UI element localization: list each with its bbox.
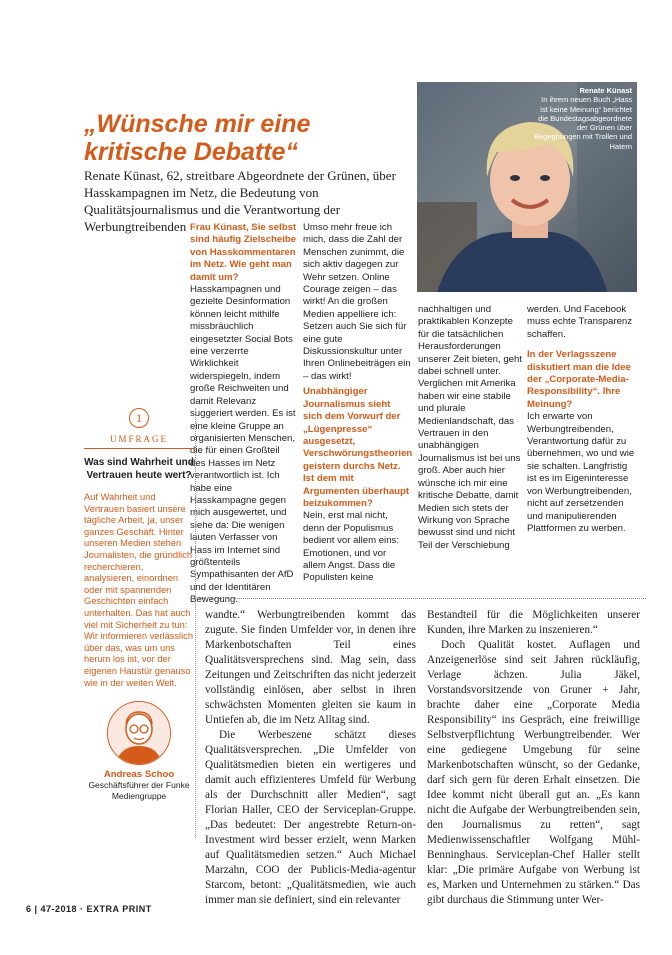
interview-question: In der Verlagsszene diskutiert man die Idee der „Corporate-Media-Responsibility“. Ihre Meinung? xyxy=(527,349,631,410)
survey-kicker: UMFRAGE xyxy=(84,434,194,449)
survey-number-badge: 1 xyxy=(129,408,149,428)
interview-answer: nachhaltigen und praktikablen Konzepte für die tatsächlichen Herausforderungen unserer Zeit bieten, geht dabei schnell unter. Verglichen mit Amerika haben wir eine stabile und plurale Medienlandschaft, das Vertrauen in den unabhängigen Journalismus ist bei uns groß. Aber auch hier wünsche ich mir eine kritische Debatte, damit Medien sich stets der Wirkung von Sprache bewusst sind und nicht Teil der Verschiebung xyxy=(418,304,522,551)
section-divider xyxy=(190,598,646,599)
body-column-2 xyxy=(427,608,640,908)
interview-answer: Ich erwarte von Werbungtreibenden, Verantwortung dafür zu übernehmen, wo und wie sie schalten. Langfristig ist es im Eigeninteresse von Werbungtreibenden, nicht auf zersetzenden und manipulierenden Plattformen zu werben. xyxy=(527,411,635,534)
interview-answer: Hasskampagnen und gezielte Desinformation können leicht mithilfe missbräuchlich eingesetzter Social Bots eine verzerrte Wirklichkeit widerspiegeln, indem große Reichweiten und damit Relevanz suggeriert werden. Es ist eine kleine Gruppe an organisierten Menschen, die für einen Großteil des Hasses im Netz verantwortlich ist. Ich habe eine Hasskampagne gegen mich ausgewertet, und siehe da: Die wenigen lauten Verfasser von Hass im Internet sind größtenteils Sympathisanten der AfD und der Identitären Bewegung. xyxy=(190,284,296,606)
interview-column-3 xyxy=(418,304,522,552)
survey-answer: Auf Wahrheit und Vertrauen basiert unsere tägliche Arbeit, ja, unser ganzes Geschäft. Hinter unseren Medien stehen Journalisten, die gründlich recherchieren, analysieren, einordnen oder mit spannenden Geschichten einfach unterhalten. Das hat auch viel mit Sicherheit zu tun: Wir informieren verlässlich über das, was um uns herum los ist, vor der eigenen Haustür genauso wie in der weiten Welt. xyxy=(84,492,194,688)
interview-answer: Nein, erst mal nicht, denn der Populismus bedient vor allem eins: Emotionen, und vor allem Angst. Dass die Populisten keine xyxy=(303,510,399,584)
interview-answer: werden. Und Facebook muss echte Transparenz schaffen. xyxy=(527,304,633,340)
survey-question: Was sind Wahrheit und Vertrauen heute wert? xyxy=(84,457,194,481)
survey-sidebar xyxy=(84,408,194,801)
author-role: Geschäftsführer der Funke Mediengruppe xyxy=(88,780,190,801)
body-column-1 xyxy=(205,608,416,908)
caption-name: Renate Künast xyxy=(579,86,632,95)
author-avatar xyxy=(107,701,171,765)
caption-text: In ihrem neuen Buch „Hass ist keine Meinung“ berichtet die Bundestagsabgeordnete der Grünen über Begegnungen mit Trollen und Hatern xyxy=(534,95,632,151)
author-name: Andreas Schoo xyxy=(103,769,175,781)
sidebar-divider xyxy=(195,408,196,838)
body-paragraph: Doch Qualität kostet. Auflagen und Anzeigenerlöse sind seit Jahren rückläufig, Verlage ächzen. Julia Jäkel, Vorstandsvorsitzende von Gruner + Jahr, brachte daher eine „Corporate Media Responsibility“ ins Gespräch, eine freiwillige Selbstverpflichtung Werbungtreibender. Wer eine gediegene Umgebung für seine Markenbotschaften wünscht, so der Gedanke, darf sich gern für deren Erhalt einsetzen. Die Idee kommt nicht überall gut an. „Es kann nicht die Aufgabe der Werbungtreibenden sein, den Journalismus zu retten“, sagt Medienwissenschaftler Wolfgang Mühl-Benninghaus. Serviceplan-Chef Haller stellt klar: „Die primäre Aufgabe von Werbung ist es, Marken und Unternehmen zu stärken.“ Das gibt durchaus die Stimmung unter Wer- xyxy=(427,639,640,906)
photo-caption xyxy=(532,86,632,151)
body-paragraph: wandte.“ Werbungtreibenden kommt das zugute. Sie finden Umfelder vor, in denen ihre Markenbotschaften Teil eines Qualitätsversprechens sind. Mag sein, dass Zeitungen und Zeitschriften das nicht jederzeit vollständig einlösen, aber selbst in ihren schwächsten Momenten gleiten sie kaum in Untiefen ab, die im Netz Alltag sind. xyxy=(205,609,416,726)
body-paragraph: Bestandteil für die Möglichkeiten unserer Kunden, ihre Marken zu inszenieren.“ xyxy=(427,609,640,636)
interview-answer: Umso mehr freue ich mich, dass die Zahl der Menschen zunimmt, die sich aktiv dagegen zur Wehr setzen. Online Courage zeigen – das wirkt! An die großen Medien appelliere ich: Setzen auch Sie sich für eine gute Diskussionskultur unter Ihren Onlinebeiträgen ein – das wirkt! xyxy=(303,222,411,382)
body-paragraph: Die Werbeszene schätzt dieses Qualitätsversprechen. „Die Umfelder von Qualitätsmedien bieten ein wertigeres und damit auch effizienteres Umfeld für Werbung als der Durchschnitt aller Medien“, sagt Florian Haller, CEO der Serviceplan-Gruppe. „Das bedeutet: Der angestrebte Return-on-Investment wird besser erzielt, wenn Marken auf Qualitätsmedien setzen.“ Auch Michael Marzahn, COO der Publicis-Media-agentur Starcom, betont: „Qualitätsmedien, wie auch immer man sie definiert, sind ein relevanter xyxy=(205,729,416,906)
interview-column-1 xyxy=(190,222,297,607)
interview-question: Unabhängiger Journalismus sieht sich dem Vorwurf der „Lügenpresse“ ausgesetzt, Verschwörungstheorien geistern durchs Netz. Ist dem mit Argumenten überhaupt beizukommen? xyxy=(303,386,413,509)
lead-paragraph: Renate Künast, 62, streitbare Abgeordnete der Grünen, über Hasskampagnen im Netz, die Bedeutung von Qualitätsjournalismus und die Verantwortung der Werbungtreibenden xyxy=(84,168,396,234)
avatar-illustration xyxy=(108,702,170,764)
page-folio: 6 | 47-2018 · EXTRA PRINT xyxy=(26,904,152,914)
headline: „Wünsche mir eine kritische Debatte“ xyxy=(84,110,311,166)
interview-column-2 xyxy=(303,222,411,585)
interview-column-4 xyxy=(527,304,637,535)
interview-question: Frau Künast, Sie selbst sind häufig Zielscheibe von Hasskommentaren im Netz. Wie geht man damit um? xyxy=(190,222,297,283)
